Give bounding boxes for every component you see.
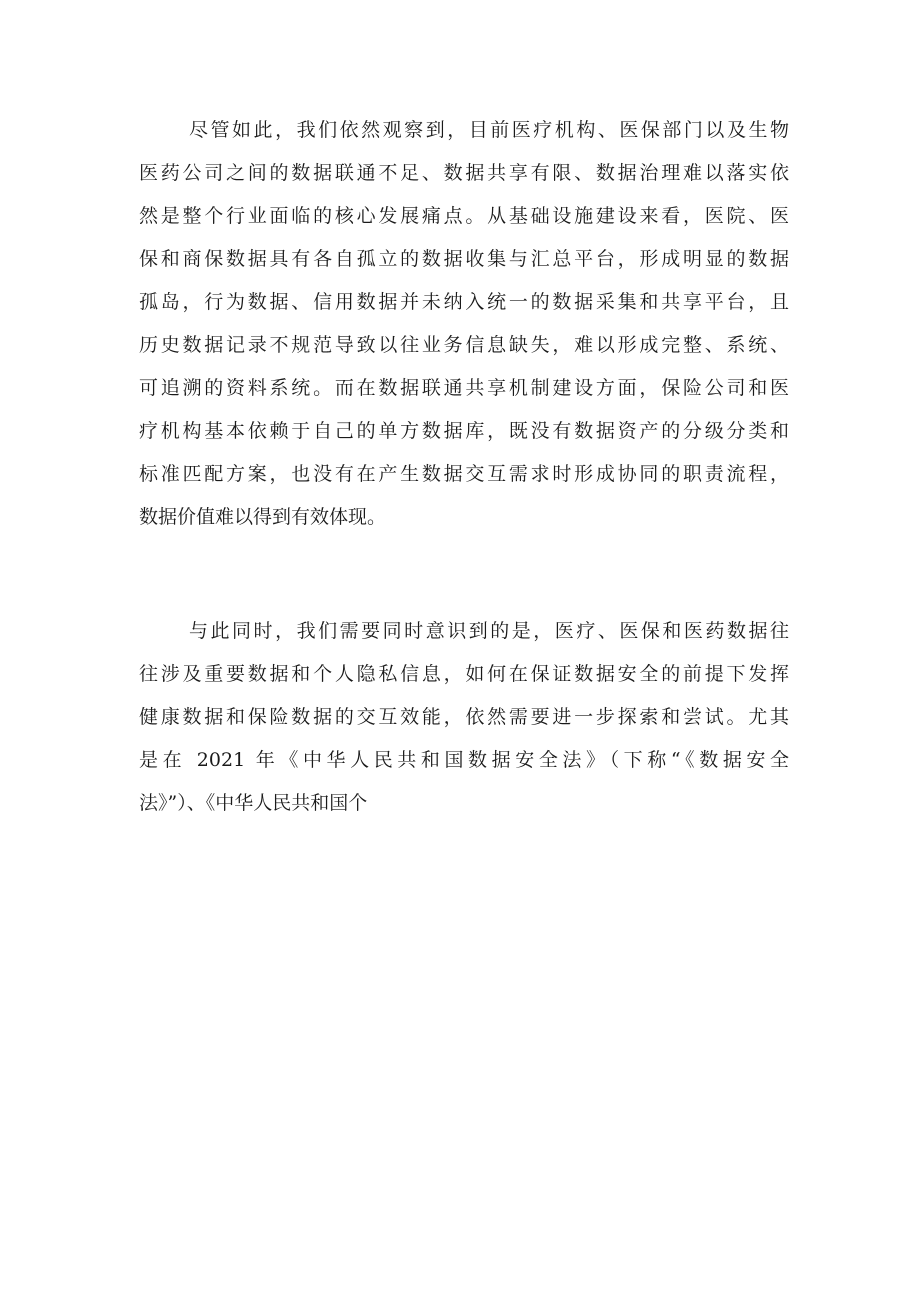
- paragraph-line: 健康数据和保险数据的交互效能，依然需要进一步探索和尝试。尤其: [139, 706, 789, 728]
- paragraph-line: 标准匹配方案，也没有在产生数据交互需求时形成协同的职责流程，: [139, 463, 789, 485]
- paragraph-line: 疗机构基本依赖于自己的单方数据库，既没有数据资产的分级分类和: [139, 420, 789, 442]
- paragraph-line: 与此同时，我们需要同时意识到的是，医疗、医保和医药数据往: [189, 620, 789, 642]
- paragraph-line: 然是整个行业面临的核心发展痛点。从基础设施建设来看，医院、医: [139, 205, 789, 227]
- paragraph-line: 法》”）、《中华人民共和国个: [139, 792, 368, 814]
- paragraph-line: 孤岛，行为数据、信用数据并未纳入统一的数据采集和共享平台，且: [139, 291, 789, 313]
- paragraph-line: 往涉及重要数据和个人隐私信息，如何在保证数据安全的前提下发挥: [139, 663, 789, 685]
- paragraph-line: 历史数据记录不规范导致以往业务信息缺失，难以形成完整、系统、: [139, 334, 789, 356]
- paragraph-line: 尽管如此，我们依然观察到，目前医疗机构、医保部门以及生物: [189, 119, 789, 141]
- paragraph-line: 可追溯的资料系统。而在数据联通共享机制建设方面，保险公司和医: [139, 377, 789, 399]
- paragraph-line: 是在 2021 年《中华人民共和国数据安全法》（下称“《数据安全: [139, 749, 789, 771]
- paragraph-line: 保和商保数据具有各自孤立的数据收集与汇总平台，形成明显的数据: [139, 248, 789, 270]
- paragraph-line: 数据价值难以得到有效体现。: [139, 506, 387, 528]
- paragraph-line: 医药公司之间的数据联通不足、数据共享有限、数据治理难以落实依: [139, 162, 789, 184]
